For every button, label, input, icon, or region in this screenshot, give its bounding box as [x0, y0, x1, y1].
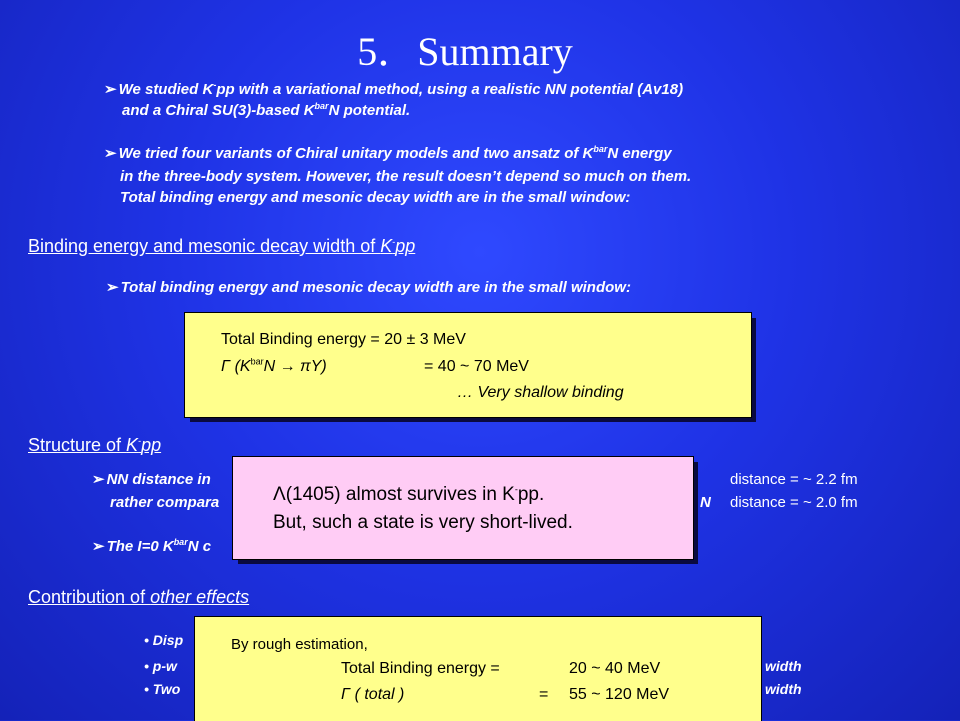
structure-line-1-right: distance = ~ 2.2 fm: [730, 471, 858, 488]
summary-bullet-1: [104, 80, 683, 99]
other-item-3-text: Two: [152, 681, 181, 697]
estimation-box-line-3-eq: =: [539, 686, 549, 703]
other-effects-heading: [28, 586, 249, 608]
summary-b1-line2-pre: and a Chiral SU(3)-based K: [122, 102, 315, 119]
structure-heading-pp: pp: [141, 435, 162, 455]
structure-heading-sup: -: [138, 436, 142, 446]
gamma-symbol: Γ: [341, 686, 351, 703]
structure-line-1-left: NN distance in: [106, 471, 211, 488]
other-item-1-text: Disp: [152, 632, 184, 648]
binding-heading-text: Binding energy and mesonic decay width of: [28, 236, 381, 256]
summary-b2-line1-sup: bar: [593, 144, 608, 154]
summary-b1-line2-sup: bar: [314, 101, 329, 111]
binding-heading: [28, 235, 415, 257]
binding-box-line2-sup: bar: [250, 356, 264, 367]
lambda-popup-line-1: [273, 482, 544, 508]
structure-bullet-1: [92, 470, 211, 489]
other-item-1: [144, 632, 183, 648]
binding-heading-k: K: [380, 236, 393, 256]
structure-line-3-sup: bar: [173, 537, 188, 547]
structure-heading-text: Structure of: [28, 435, 127, 455]
other-effects-heading-text: Contribution of: [28, 587, 151, 607]
lambda-symbol: Λ: [273, 484, 286, 505]
arrow-bullet-icon: ➢: [92, 538, 105, 555]
binding-box-line2-pre: (K: [230, 358, 251, 375]
summary-b2-line1-post: N energy: [607, 145, 672, 162]
dot-bullet-icon: •: [144, 632, 149, 648]
summary-b1-line2-post: N potential.: [328, 102, 411, 119]
summary-b1-line1-post: pp with a variational method, using a realistic NN potential (Av18): [216, 81, 684, 98]
lambda-popup-box: [232, 456, 694, 560]
binding-heading-sup: -: [392, 237, 396, 247]
estimation-box: [194, 616, 762, 721]
other-item-3-right: width: [765, 681, 802, 697]
arrow-bullet-icon: ➢: [106, 279, 119, 296]
binding-heading-pp: pp: [395, 236, 416, 256]
page-title: 5．Summary: [357, 29, 573, 74]
estimation-box-line-3-value: 55 ~ 120 MeV: [569, 686, 670, 703]
summary-bullet-2: [104, 144, 672, 163]
binding-box-line-1: Total Binding energy = 20 ± 3 MeV: [221, 331, 466, 348]
summary-bullet-1-line-2: [122, 101, 410, 120]
arrow-bullet-icon: ➢: [104, 145, 117, 162]
summary-b1-line1-pre: We studied K: [118, 81, 214, 98]
binding-box-line-2: [221, 358, 327, 376]
lambda-popup-line1-sup: -: [514, 484, 518, 495]
summary-b1-line1-sup: -: [213, 80, 217, 90]
structure-heading-k: K: [126, 435, 139, 455]
arrow-bullet-icon: ➢: [92, 471, 105, 488]
lambda-popup-line-2: But, such a state is very short-lived.: [273, 512, 573, 533]
lambda-popup-line1-post: pp.: [517, 484, 545, 505]
structure-line-2-mid: N: [700, 494, 711, 511]
dot-bullet-icon: •: [144, 681, 149, 697]
estimation-total-label: ( total ): [350, 686, 405, 703]
estimation-box-line-2-value: 20 ~ 40 MeV: [569, 660, 661, 677]
structure-line-2-right: distance = ~ 2.0 fm: [730, 494, 858, 511]
other-item-3: [144, 681, 180, 697]
gamma-symbol: Γ: [221, 358, 231, 375]
estimation-box-line-3-label: [341, 686, 404, 704]
summary-b2-line1-pre: We tried four variants of Chiral unitary models and two ansatz of K: [118, 145, 594, 162]
other-item-2: [144, 658, 177, 674]
binding-bullet-text: Total binding energy and mesonic decay width are in the small window:: [120, 279, 631, 296]
binding-result-box: [184, 312, 752, 418]
estimation-box-line-2-label: Total Binding energy =: [341, 660, 500, 677]
structure-heading: [28, 434, 161, 456]
dot-bullet-icon: •: [144, 658, 149, 674]
arrow-bullet-icon: ➢: [104, 81, 117, 98]
other-item-2-right: width: [765, 658, 802, 674]
summary-bullet-2-line-3: Total binding energy and mesonic decay width are in the small window:: [120, 189, 631, 206]
estimation-box-line-1: By rough estimation,: [231, 636, 368, 653]
structure-bullet-2: [92, 537, 211, 556]
structure-line-3-post: N c: [187, 538, 212, 555]
structure-line-3-pre: The I=0 K: [106, 538, 174, 555]
other-effects-heading-em: other effects: [150, 587, 250, 607]
lambda-popup-line1-pre: (1405) almost survives in K: [285, 484, 515, 505]
other-item-2-text: p-w: [152, 658, 177, 674]
binding-box-line-2-value: = 40 ~ 70 MeV: [424, 358, 529, 375]
summary-bullet-2-line-2: in the three-body system. However, the result doesn’t depend so much on them.: [120, 168, 692, 185]
binding-box-line-3: … Very shallow binding: [457, 384, 624, 401]
structure-line-2-left: rather compara: [110, 494, 220, 511]
binding-box-line2-mid: N → πY): [263, 358, 327, 375]
binding-bullet: [106, 278, 631, 297]
